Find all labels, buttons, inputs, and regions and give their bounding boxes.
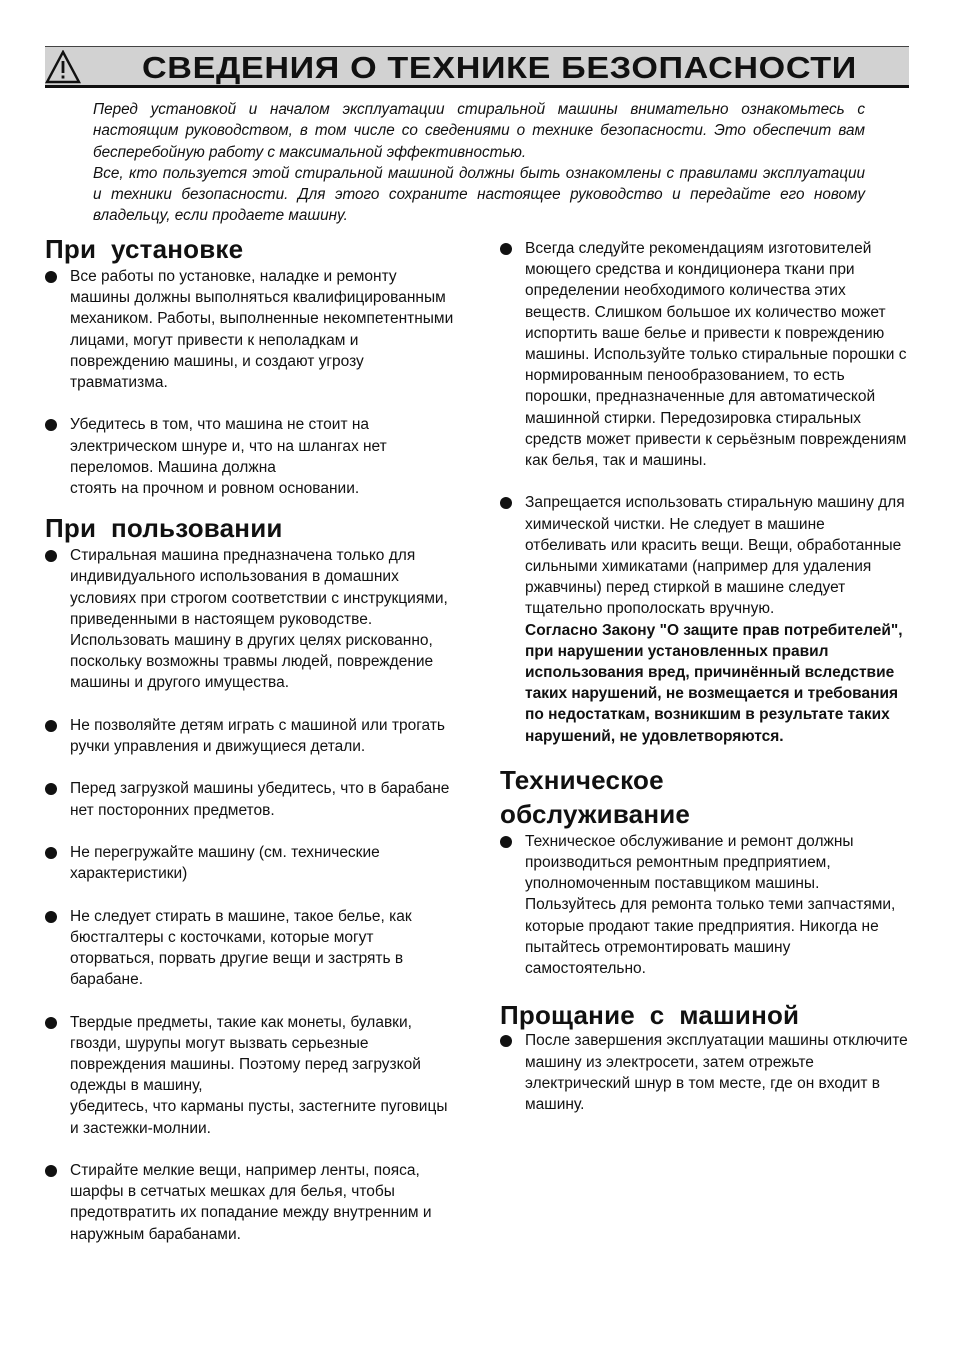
list-item: Стирайте мелкие вещи, например ленты, пояса, шарфы в сетчатых мешках для белья, чтобы предотвратить их попадание между внутренним и наружным барабанами. (45, 1160, 457, 1245)
list-item: Не позволяйте детям играть с машиной или трогать ручки управления и движущиеся детали. (45, 715, 457, 757)
list-item: Все работы по установке, наладке и ремонту машины должны выполняться квалифицированным механиком. Работы, выполненные некомпетентными лицами, могут привести к неполадкам и повреждению машины, и создают угрозу травматизма. (45, 266, 457, 393)
usage-list-continued (500, 238, 910, 747)
bullet-icon (45, 911, 57, 923)
section-heading-farewell: Прощание с машиной (500, 1000, 800, 1031)
bullet-icon (500, 1035, 512, 1047)
farewell-list (500, 1030, 910, 1115)
list-item: Не перегружайте машину (см. технические характеристики) (45, 842, 457, 884)
bullet-icon (45, 550, 57, 562)
section-heading-usage: При пользовании (45, 513, 283, 544)
intro-paragraph-1: Перед установкой и началом эксплуатации стиральной машины внимательно ознакомьтесь с настоящим руководством, в том числе со сведениями о технике безопасности. Это обеспечит вам бесперебойную работу с максимальной эффективностью. (93, 101, 865, 161)
bullet-icon (45, 1017, 57, 1029)
right-column (500, 238, 910, 1115)
bullet-icon (500, 497, 512, 509)
list-item: Запрещается использовать стиральную машину для химической чистки. Не следует в машине отбеливать или красить вещи. Вещи, обработанные сильными химикатами (например для удаления ржавчины) перед стиркой в машине следует тщательно прополоскать вручную. Согласно Закону "О защите прав потребителей", при нарушении установленных правил использования вред, причинённый вследствие таких нарушений, не возмещается и требования по недостаткам, возникшим в результате таких нарушений, не удовлетворяются. (500, 492, 910, 746)
list-item: После завершения эксплуатации машины отключите машину из электросети, затем отрежьте электрический шнур в том месте, где он входит в машину. (500, 1030, 910, 1115)
installation-list (45, 266, 457, 499)
intro-text (93, 99, 865, 227)
bullet-icon (45, 847, 57, 859)
maintenance-list (500, 831, 910, 979)
usage-list (45, 545, 457, 1245)
list-item: Техническое обслуживание и ремонт должны производиться ремонтным предприятием, уполномоченным поставщиком машины. Пользуйтесь для ремонта только теми запчастями, которые продают такие предприятия. Никогда не пытайтесь отремонтировать машину самостоятельно. (500, 831, 910, 979)
law-note: Согласно Закону "О защите прав потребителей", при нарушении установленных правил использования вред, причинённый вследствие таких нарушений, не возмещается и требования по недостаткам, возникшим в результате таких нарушений, не удовлетворяются. (525, 621, 903, 745)
warning-triangle-icon (45, 50, 81, 84)
page-title: СВЕДЕНИЯ О ТЕХНИКЕ БЕЗОПАСНОСТИ (142, 50, 857, 85)
bullet-icon (45, 271, 57, 283)
left-column (45, 234, 457, 1245)
list-item: Перед загрузкой машины убедитесь, что в барабане нет посторонних предметов. (45, 778, 457, 820)
section-heading-maintenance: Техническое обслуживание (500, 764, 691, 829)
farewell-section (500, 1000, 910, 1115)
bullet-icon (45, 1165, 57, 1177)
bullet-icon (45, 419, 57, 431)
list-item: Твердые предметы, такие как монеты, булавки, гвозди, шурупы могут вызвать серьезные повреждения машины. Поэтому перед загрузкой одежды в машину, убедитесь, что карманы пусты, застегните пуговицы и застежки-молнии. (45, 1012, 457, 1139)
section-heading-installation: При установке (45, 234, 244, 264)
list-item: Не следует стирать в машине, такое белье, как бюстгалтеры с косточками, которые могут оторваться, порвать другие вещи и застрять в барабане. (45, 906, 457, 991)
title-banner (45, 46, 909, 88)
maintenance-section (500, 763, 910, 979)
bullet-icon (45, 783, 57, 795)
bullet-icon (500, 243, 512, 255)
intro-paragraph-2: Все, кто пользуется этой стиральной машиной должны быть ознакомлены с правилами эксплуатации и техники безопасности. Для этого сохраните настоящее руководство и передайте его новому владельцу, если продаете машину. (93, 164, 865, 225)
list-item: Всегда следуйте рекомендациям изготовителей моющего средства и кондиционера ткани при определении необходимого количества этих веществ. Слишком большое их количество может испортить ваше белье и привести к повреждению машины. Используйте только стиральные порошки с нормированным пенообразованием, то есть порошки, предназначенные для автоматической машинной стирки. Передозировка стиральных средств может привести к серьёзным повреждениям как белья, так и машины. (500, 238, 910, 471)
list-item: Стиральная машина предназначена только для индивидуального использования в домашних условиях при строгом соответствии с инструкциями, приведенными в настоящем руководстве. Использовать машину в других целях рискованно, поскольку возможны травмы людей, повреждение машины и другого имущества. (45, 545, 457, 693)
bullet-icon (500, 836, 512, 848)
list-item: Убедитесь в том, что машина не стоит на электрическом шнуре и, что на шлангах нет переломов. Машина должна стоять на прочном и ровном основании. (45, 414, 457, 499)
bullet-icon (45, 720, 57, 732)
